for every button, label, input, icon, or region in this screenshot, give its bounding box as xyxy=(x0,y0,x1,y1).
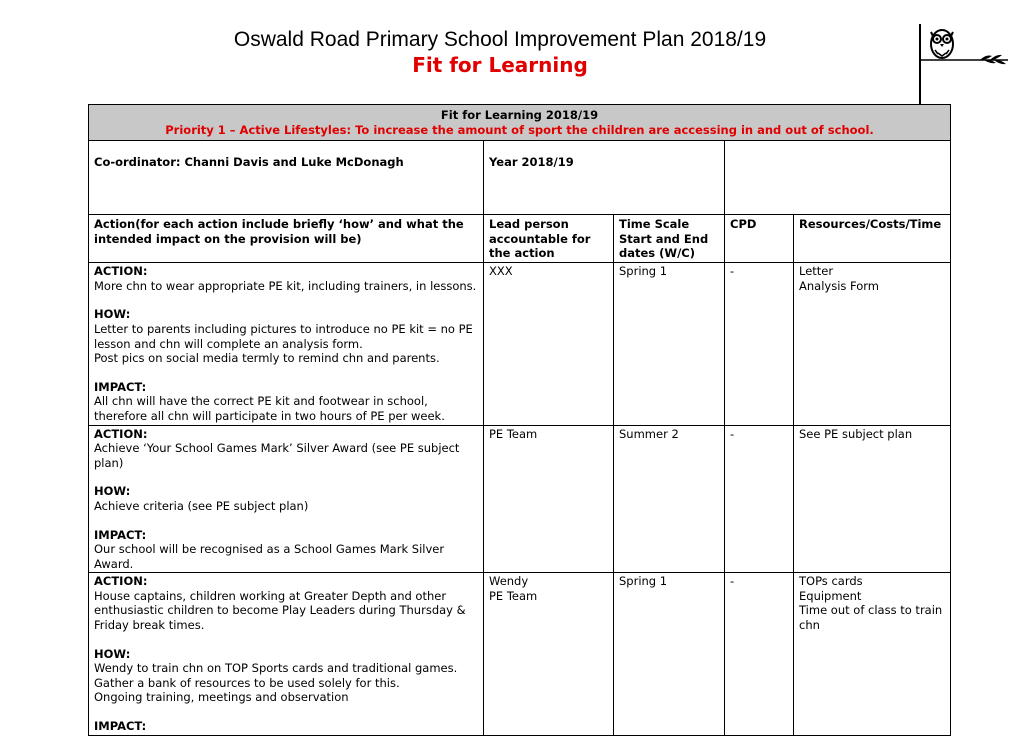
action-label: ACTION: xyxy=(94,574,148,589)
action-text: House captains, children working at Greater Depth and other enthusiastic children to become Play Leaders during Thursday & Friday break times. xyxy=(94,588,466,633)
impact-label: IMPACT: xyxy=(94,719,147,734)
resources-cell: Letter Analysis Form xyxy=(794,263,951,425)
owl-logo-icon xyxy=(916,24,1008,106)
resources-cell: TOPs cards Equipment Time out of class to train chn xyxy=(794,573,951,735)
how-label: HOW: xyxy=(94,646,131,661)
table-row xyxy=(89,263,951,425)
action-label: ACTION: xyxy=(94,264,148,279)
plan-banner-row xyxy=(89,105,951,141)
page-subtitle: Fit for Learning xyxy=(412,53,588,77)
column-header-action: Action(for each action include briefly ‘how’ and what the intended impact on the provision will be) xyxy=(89,215,484,263)
coordinator-cell xyxy=(89,141,484,215)
timescale-cell: Summer 2 xyxy=(614,425,725,573)
how-text: Achieve criteria (see PE subject plan) xyxy=(94,498,309,513)
impact-label: IMPACT: xyxy=(94,527,147,542)
how-text: Wendy to train chn on TOP Sports cards and traditional games. Gather a bank of resources to be used solely for this. Ongoing training, meetings and observation xyxy=(94,661,458,705)
action-cell xyxy=(89,425,484,573)
action-text: More chn to wear appropriate PE kit, including trainers, in lessons. xyxy=(94,278,477,293)
how-label: HOW: xyxy=(94,307,131,322)
action-cell xyxy=(89,573,484,735)
banner-title: Fit for Learning 2018/19 xyxy=(440,108,599,122)
cpd-cell: - xyxy=(725,425,794,573)
coordinator-row xyxy=(89,141,951,215)
action-label: ACTION: xyxy=(94,426,148,441)
lead-cell: XXX xyxy=(484,263,614,425)
column-header-timescale: Time Scale Start and End dates (W/C) xyxy=(614,215,725,263)
page-title: Oswald Road Primary School Improvement Plan 2018/19 xyxy=(233,28,767,51)
lead-cell: PE Team xyxy=(484,425,614,573)
year-label: Year 2018/19 xyxy=(489,155,574,170)
impact-text: All chn will have the correct PE kit and footwear in school, therefore all chn will participate in two hours of PE per week. xyxy=(94,394,445,423)
cpd-cell: - xyxy=(725,573,794,735)
year-cell xyxy=(484,141,725,215)
table-row xyxy=(89,573,951,735)
cpd-cell: - xyxy=(725,263,794,425)
improvement-plan-table xyxy=(88,104,951,736)
column-header-cpd: CPD xyxy=(725,215,794,263)
action-cell xyxy=(89,263,484,425)
column-header-resources: Resources/Costs/Time xyxy=(794,215,951,263)
how-text: Letter to parents including pictures to introduce no PE kit = no PE lesson and chn will complete an analysis form. Post pics on social media termly to remind chn and parents. xyxy=(94,321,473,366)
action-text: Achieve ‘Your School Games Mark’ Silver Award (see PE subject plan) xyxy=(94,441,460,470)
resources-cell: See PE subject plan xyxy=(794,425,951,573)
table-row xyxy=(89,425,951,573)
timescale-cell: Spring 1 xyxy=(614,573,725,735)
lead-cell: Wendy PE Team xyxy=(484,573,614,735)
priority-statement: Priority 1 – Active Lifestyles: To increase the amount of sport the children are accessing in and out of school. xyxy=(165,122,874,137)
impact-label: IMPACT: xyxy=(94,379,147,394)
coordinator-blank-cell xyxy=(725,141,951,215)
plan-banner xyxy=(89,105,951,141)
impact-text: Our school will be recognised as a School Games Mark Silver Award. xyxy=(94,542,445,571)
timescale-cell: Spring 1 xyxy=(614,263,725,425)
column-header-lead: Lead person accountable for the action xyxy=(484,215,614,263)
how-label: HOW: xyxy=(94,484,131,499)
coordinator-label: Co-ordinator: Channi Davis and Luke McDonagh xyxy=(94,155,404,170)
column-header-row xyxy=(89,215,951,263)
